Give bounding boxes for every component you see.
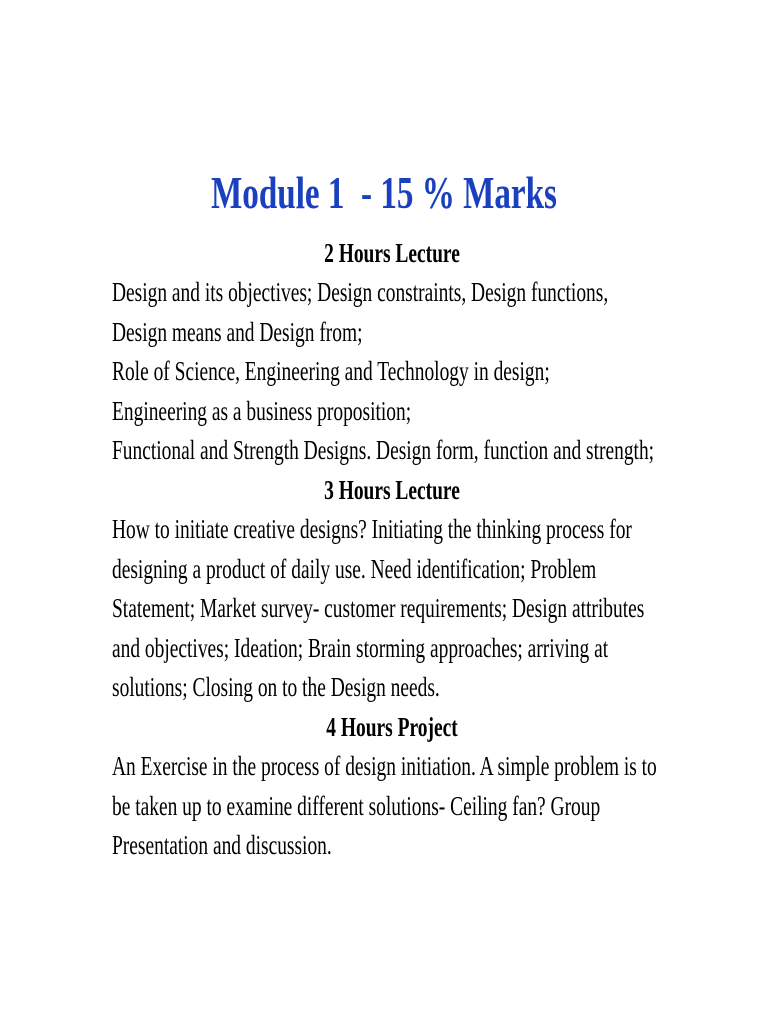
page-title: Module 1 - 15 % Marks — [211, 167, 557, 218]
body-line: solutions; Closing on to the Design needs. — [112, 672, 440, 702]
body-line: Presentation and discussion. — [112, 830, 332, 860]
body-line: Statement; Market survey- customer requirements; Design attributes — [112, 593, 645, 623]
section-heading: 4 Hours Project — [326, 712, 458, 742]
body-line: Engineering as a business proposition; — [112, 395, 412, 426]
body-line: Design and its objectives; Design constraints, Design functions, — [112, 277, 609, 307]
body-line: An Exercise in the process of design initiation. A simple problem is to — [112, 751, 657, 781]
section-heading: 2 Hours Lecture — [324, 238, 460, 268]
section-lecture-2h — [112, 233, 672, 471]
body-line: How to initiate creative designs? Initiating the thinking process for — [112, 514, 632, 544]
body-line: Design means and Design from; — [112, 316, 363, 347]
body-line: designing a product of daily use. Need identification; Problem — [112, 553, 597, 584]
body-line: be taken up to examine different solutions- Ceiling fan? Group — [112, 790, 601, 821]
body-line: and objectives; Ideation; Brain storming approaches; arriving at — [112, 632, 609, 663]
section-heading: 3 Hours Lecture — [324, 475, 460, 505]
section-lecture-3h — [112, 470, 672, 708]
body-line: Role of Science, Engineering and Technology in design; — [112, 356, 550, 386]
body-line: Functional and Strength Designs. Design form, function and strength; — [112, 435, 655, 465]
section-project-4h — [112, 707, 672, 866]
